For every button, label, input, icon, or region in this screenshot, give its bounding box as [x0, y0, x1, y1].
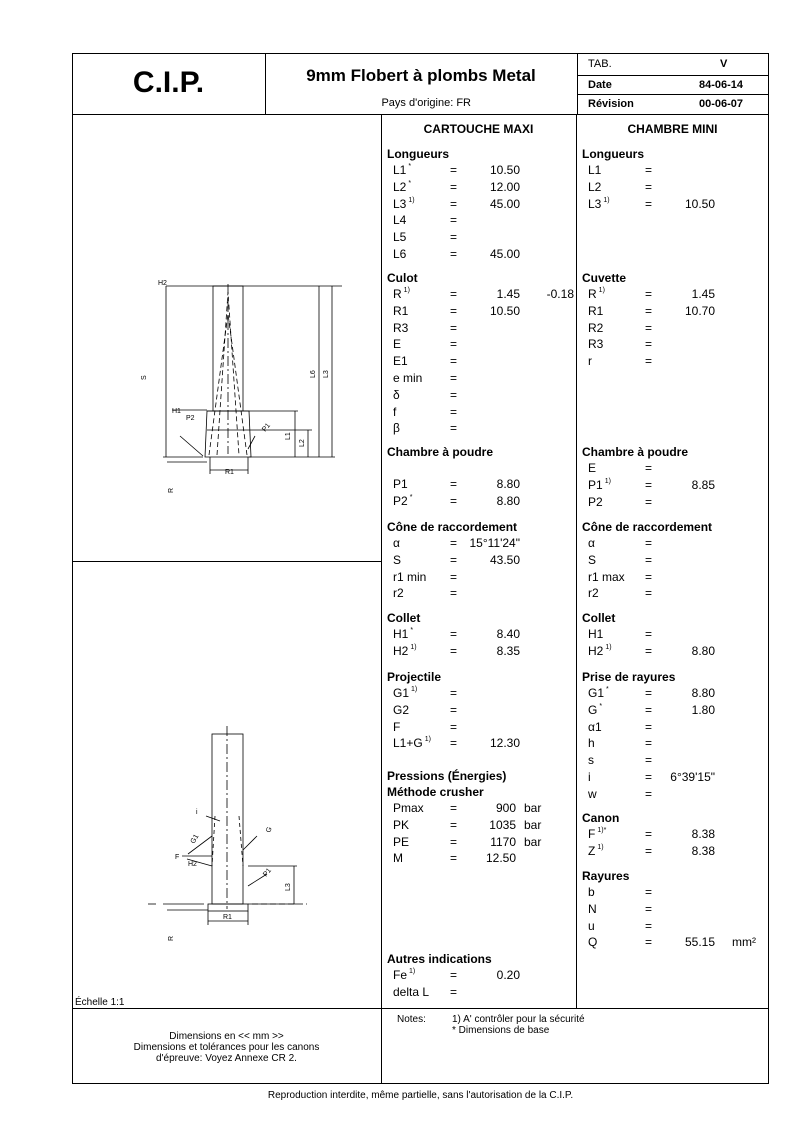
dims-note-3: d'épreuve: Voyez Annexe CR 2. [156, 1053, 297, 1064]
field-value: 10.50 [489, 303, 520, 318]
dim-label: F [175, 854, 180, 861]
field-label-text: H1 [588, 627, 604, 641]
field-label [588, 461, 596, 475]
dim-label: P1 [262, 867, 274, 879]
field-label-text: α [393, 536, 400, 550]
field-label-text: R2 [588, 320, 604, 335]
field-label-text: P1 [588, 477, 603, 492]
field-label [588, 586, 599, 600]
field-value: 8.80 [496, 493, 520, 508]
equals-sign: = [645, 477, 653, 492]
field-label-text: G2 [393, 702, 410, 717]
field-label [393, 371, 422, 385]
field-label-text: F [393, 719, 401, 734]
field-value: 0.20 [496, 968, 520, 982]
equals-sign: = [645, 786, 653, 801]
field-value: 45.00 [489, 247, 520, 261]
dims-note-2: Dimensions et tolérances pour les canons [133, 1042, 320, 1053]
field-label-text: r1 max [588, 569, 625, 584]
field-label-text: R [588, 287, 597, 301]
equals-sign: = [645, 643, 653, 658]
field-note-marker: * [410, 627, 414, 634]
field-unit: bar [524, 801, 542, 815]
equals-sign: = [450, 968, 458, 982]
field-label-text: h [588, 736, 595, 751]
field-label [588, 354, 592, 368]
equals-sign: = [450, 627, 458, 641]
field-label-text: S [588, 552, 597, 567]
field-label-text: R3 [588, 337, 604, 352]
field-label [588, 570, 625, 584]
equals-sign: = [450, 984, 458, 999]
equals-sign: = [645, 935, 653, 950]
field-label [588, 536, 595, 550]
section-title: Chambre à poudre [582, 445, 689, 459]
field-label [588, 337, 603, 351]
field-note-marker: * [408, 179, 412, 187]
field-label-text: L1 [393, 163, 407, 177]
field-label-text: δ [393, 387, 400, 402]
equals-sign: = [450, 834, 458, 849]
tab-label: TAB. [588, 58, 612, 70]
field-unit: bar [524, 834, 542, 849]
equals-sign: = [645, 320, 653, 335]
section-title: Canon [582, 811, 620, 825]
equals-sign: = [450, 719, 458, 734]
field-label [588, 321, 603, 335]
equals-sign: = [645, 918, 653, 933]
field-note-marker: * [408, 163, 412, 170]
dim-label: i [196, 809, 198, 816]
field-label-text: PE [393, 834, 410, 849]
field-label [393, 985, 429, 999]
equals-sign: = [450, 552, 458, 567]
equals-sign: = [450, 303, 458, 318]
field-note-marker: 1) [409, 968, 416, 975]
equals-sign: = [450, 163, 458, 177]
field-note-marker: 1) [410, 643, 417, 651]
field-label [588, 902, 597, 916]
field-value: 1035 [489, 817, 516, 832]
field-label [393, 703, 409, 717]
field-label-text: H1 [393, 627, 409, 641]
field-value: 10.70 [684, 303, 715, 318]
notes-label: Notes: [397, 1014, 426, 1025]
field-label-text: P2 [393, 493, 408, 508]
field-label-text: b [588, 885, 595, 899]
field-label-text: L4 [393, 213, 407, 228]
column-header-cartouche: CARTOUCHE MAXI [423, 122, 534, 136]
field-unit: mm² [732, 935, 756, 950]
equals-sign: = [450, 536, 458, 550]
equals-sign: = [450, 247, 458, 261]
field-label [588, 180, 601, 194]
field-label [393, 321, 408, 335]
field-label-text: L1 [588, 163, 602, 177]
field-value: 10.50 [489, 163, 520, 177]
equals-sign: = [645, 337, 653, 352]
field-label-text: G1 [393, 686, 410, 700]
field-label [588, 627, 603, 641]
dim-label: L2 [299, 439, 306, 447]
note-1: 1) A' contrôler pour la sécurité [452, 1014, 585, 1025]
field-label [588, 720, 602, 734]
divider [577, 53, 578, 114]
field-value: 15°11'24" [469, 536, 520, 550]
field-value: 43.50 [489, 552, 520, 567]
equals-sign: = [645, 753, 653, 768]
field-label [393, 421, 400, 435]
field-label-text: R1 [588, 303, 604, 318]
equals-sign: = [450, 387, 458, 402]
dim-label: R [168, 487, 175, 493]
field-value: 1.45 [691, 287, 715, 301]
field-note-marker: * [409, 493, 413, 501]
field-value: 8.80 [496, 477, 520, 491]
field-value: 8.80 [691, 643, 715, 658]
equals-sign: = [450, 354, 458, 369]
field-label-text: M [393, 851, 403, 866]
field-value: 12.30 [489, 736, 520, 751]
field-note-marker: 1) [597, 843, 604, 851]
field-label [588, 553, 596, 567]
field-label-text: e min [393, 371, 423, 385]
equals-sign: = [450, 213, 458, 228]
field-label-text: E [393, 337, 402, 352]
field-label-text: i [588, 770, 591, 784]
field-label-text: R3 [393, 320, 409, 335]
date-value: 84-06-14 [699, 79, 744, 91]
org-logo: C.I.P. [132, 66, 205, 99]
field-label-text: R1 [393, 303, 409, 318]
equals-sign: = [450, 337, 458, 352]
field-label-text: E [588, 461, 597, 475]
field-label-text: H2 [393, 643, 409, 658]
equals-sign: = [645, 627, 653, 641]
field-label-text: r2 [393, 586, 404, 601]
equals-sign: = [450, 421, 458, 436]
field-label-text: G [588, 702, 598, 717]
field-value: 1170 [490, 834, 516, 849]
field-value: 8.38 [691, 827, 715, 841]
revision-label: Révision [588, 98, 634, 110]
field-note-marker: * [606, 686, 609, 693]
section-title: Rayures [582, 869, 630, 883]
field-value: 45.00 [489, 196, 520, 211]
field-label-text: Q [588, 935, 598, 950]
field-label-text: Fe [393, 968, 408, 982]
field-label-text: s [588, 753, 594, 768]
equals-sign: = [645, 843, 653, 858]
field-label-text: PK [393, 817, 410, 832]
field-note-marker: 1)* [597, 827, 607, 834]
field-label-text: α1 [588, 719, 602, 734]
equals-sign: = [450, 320, 458, 335]
divider [72, 1008, 769, 1009]
equals-sign: = [450, 404, 458, 419]
dim-label: L1 [285, 432, 292, 440]
field-value: 8.38 [691, 843, 715, 858]
equals-sign: = [450, 801, 458, 815]
equals-sign: = [450, 643, 458, 658]
equals-sign: = [645, 536, 653, 550]
equals-sign: = [450, 196, 458, 211]
divider [381, 114, 382, 1084]
equals-sign: = [645, 552, 653, 567]
field-label-text: P2 [588, 494, 603, 509]
field-tolerance: -0.18 [546, 287, 574, 301]
equals-sign: = [645, 736, 653, 751]
equals-sign: = [645, 586, 653, 601]
equals-sign: = [450, 702, 458, 717]
field-label [393, 388, 400, 402]
column-header-chambre: CHAMBRE MINI [627, 122, 718, 136]
section-title: Collet [387, 611, 421, 625]
section-title: Cône de raccordement [582, 520, 713, 534]
equals-sign: = [450, 736, 458, 751]
section-title: Longueurs [387, 147, 449, 161]
equals-sign: = [645, 354, 653, 369]
field-label [588, 885, 595, 899]
field-label-text: H2 [588, 643, 604, 658]
field-label-text: G1 [588, 686, 605, 700]
section-title: Prise de rayures [582, 670, 676, 684]
field-label [393, 586, 404, 600]
field-label-text: Pmax [393, 801, 424, 815]
field-value: 10.50 [684, 196, 715, 211]
dim-label: R1 [223, 914, 232, 921]
field-note-marker: 1) [403, 287, 410, 294]
divider [577, 75, 769, 76]
field-note-marker: * [599, 702, 603, 710]
equals-sign: = [645, 163, 653, 177]
field-label-text: N [588, 901, 597, 916]
field-label [588, 163, 601, 177]
field-label-text: r2 [588, 586, 599, 601]
equals-sign: = [645, 461, 653, 475]
divider [576, 114, 577, 1008]
field-label-text: E1 [393, 354, 408, 369]
field-label [393, 405, 396, 419]
section-title: Culot [387, 271, 418, 285]
equals-sign: = [645, 885, 653, 899]
field-value: 900 [495, 801, 516, 815]
equals-sign: = [450, 371, 458, 385]
equals-sign: = [645, 494, 653, 509]
field-label-text: L2 [588, 179, 602, 194]
field-label-text: u [588, 918, 595, 933]
dim-label: H2 [188, 861, 197, 868]
section-title: Autres indications [387, 952, 492, 966]
field-label [588, 787, 597, 801]
field-note-marker: 1) [605, 643, 612, 651]
section-title: Cône de raccordement [387, 520, 518, 534]
equals-sign: = [450, 230, 458, 245]
equals-sign: = [645, 827, 653, 841]
field-label-text: Z [588, 843, 596, 858]
field-label [588, 495, 603, 509]
field-label-text: S [393, 552, 402, 567]
scale-label: Échelle 1:1 [75, 997, 125, 1008]
field-label-text: L5 [393, 230, 407, 245]
tab-value: V [720, 58, 728, 70]
field-label [393, 720, 400, 734]
field-label [393, 213, 406, 227]
equals-sign: = [450, 287, 458, 301]
field-label-text: P1 [393, 477, 408, 491]
dim-label: L3 [285, 883, 292, 891]
equals-sign: = [450, 569, 458, 584]
field-value: 8.40 [496, 627, 520, 641]
page-title: 9mm Flobert à plombs Metal [306, 66, 536, 85]
field-label-text: delta L [393, 984, 430, 999]
field-label [393, 570, 426, 584]
field-label [393, 337, 401, 351]
divider [577, 94, 769, 95]
dim-label: P2 [186, 415, 195, 422]
equals-sign: = [450, 686, 458, 700]
field-note-marker: 1) [424, 736, 431, 744]
dim-label: L6 [310, 370, 317, 378]
field-label-text: f [393, 404, 397, 419]
note-2: * Dimensions de base [452, 1025, 550, 1036]
field-label [393, 354, 408, 368]
field-value: 8.85 [691, 477, 715, 492]
field-value: 12.50 [485, 851, 516, 866]
field-label-text: α [588, 536, 595, 550]
field-value: 6°39'15" [670, 770, 715, 784]
equals-sign: = [450, 493, 458, 508]
section-title: Cuvette [582, 271, 627, 285]
dim-label: R [168, 935, 175, 941]
dim-label: P1 [261, 422, 273, 434]
equals-sign: = [645, 287, 653, 301]
field-label [588, 919, 595, 933]
field-value: 1.80 [691, 702, 715, 717]
field-label [588, 753, 594, 767]
field-note-marker: 1) [603, 196, 610, 204]
field-label-text: L6 [393, 247, 407, 261]
chamber-drawing [72, 561, 381, 1008]
field-unit: bar [524, 817, 542, 832]
equals-sign: = [645, 196, 653, 211]
field-label-text: F [588, 827, 596, 841]
revision-value: 00-06-07 [699, 98, 744, 110]
equals-sign: = [645, 686, 653, 700]
section-title: Collet [582, 611, 616, 625]
section-title: Longueurs [582, 147, 644, 161]
field-note-marker: 1) [411, 686, 418, 693]
field-label-text: r1 min [393, 569, 427, 584]
section-title: Chambre à poudre [387, 445, 494, 459]
field-label [393, 686, 417, 700]
dim-label: R1 [225, 469, 234, 476]
equals-sign: = [450, 477, 458, 491]
field-label [393, 230, 406, 244]
dim-label: L3 [323, 370, 330, 378]
field-label [588, 736, 595, 750]
date-label: Date [588, 79, 612, 91]
section-title: Projectile [387, 670, 442, 684]
equals-sign: = [645, 770, 653, 784]
equals-sign: = [450, 817, 458, 832]
field-value: 8.80 [691, 686, 715, 700]
barrel-bore [212, 734, 243, 904]
field-label-text: R [393, 287, 402, 301]
equals-sign: = [645, 719, 653, 734]
field-label-text: L2 [393, 179, 407, 194]
field-value: 8.35 [496, 643, 520, 658]
dim-label: H2 [158, 280, 167, 287]
field-label-text: r [588, 354, 592, 369]
chamber-head [208, 904, 248, 911]
equals-sign: = [645, 901, 653, 916]
equals-sign: = [450, 586, 458, 601]
equals-sign: = [450, 851, 458, 866]
field-label-text: β [393, 421, 400, 436]
dim-label: H1 [172, 408, 181, 415]
dim-label: S [141, 375, 148, 380]
equals-sign: = [645, 569, 653, 584]
section-title: Pressions (Énergies) [387, 769, 507, 783]
field-value: 1.45 [496, 287, 520, 301]
field-value: 55.15 [684, 935, 715, 950]
field-label-text: L3 [393, 196, 407, 211]
dim-label: G [265, 826, 274, 834]
section-subtitle: Méthode crusher [387, 785, 484, 799]
dims-note-1: Dimensions en << mm >> [169, 1031, 284, 1042]
origin-label: Pays d'origine: FR [381, 97, 471, 109]
field-label-text: L3 [588, 196, 602, 211]
dim-label: G1 [189, 833, 201, 845]
equals-sign: = [645, 702, 653, 717]
field-value: 12.00 [489, 179, 520, 194]
equals-sign: = [450, 179, 458, 194]
field-label-text: w [588, 786, 597, 801]
field-note-marker: 1) [598, 287, 605, 294]
cartridge-drawing [72, 114, 381, 561]
field-note-marker: 1) [604, 477, 611, 485]
equals-sign: = [645, 303, 653, 318]
field-note-marker: 1) [408, 196, 415, 204]
reproduction-notice: Reproduction interdite, même partielle, sans l'autorisation de la C.I.P. [267, 1090, 574, 1101]
field-label-text: L1+G [393, 736, 423, 751]
equals-sign: = [645, 179, 653, 194]
